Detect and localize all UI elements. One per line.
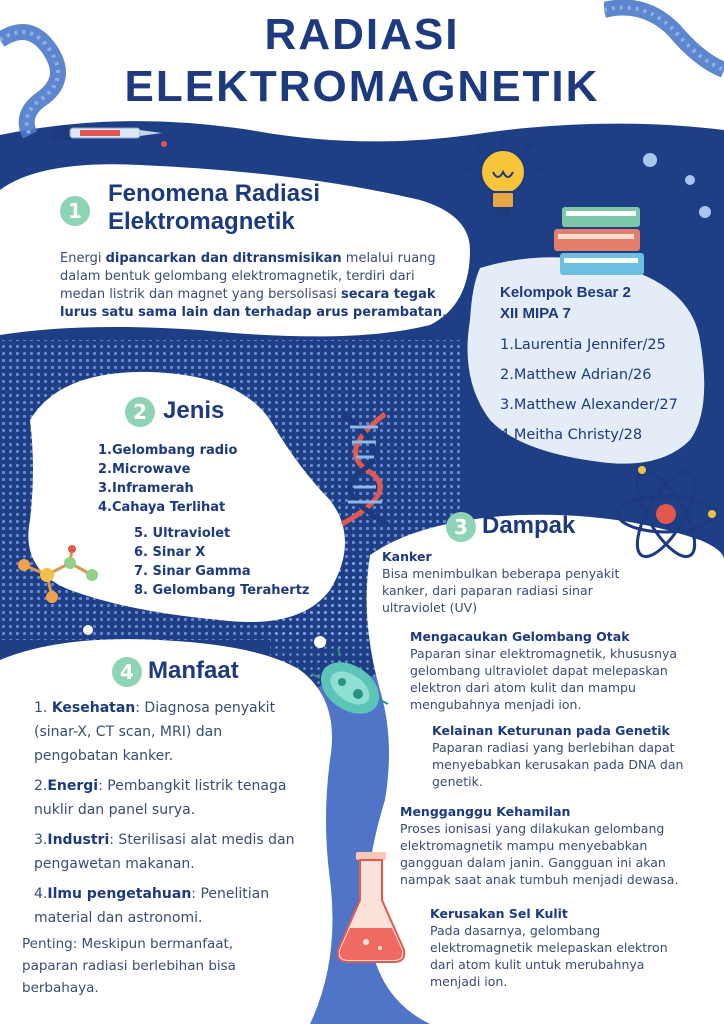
section1-text-1: Energi bbox=[60, 251, 106, 266]
section1-text-3: . bbox=[442, 305, 447, 320]
list-item: 3.Industri: Sterilisasi alat medis dan pengawetan makanan. bbox=[34, 832, 295, 872]
section2-header bbox=[125, 395, 325, 429]
list-item: 1.Gelombang radio bbox=[98, 443, 238, 458]
dna-icon bbox=[330, 412, 400, 527]
molecule-icon bbox=[12, 545, 102, 605]
dampak-item bbox=[430, 905, 690, 990]
group-title-line2: XII MIPA 7 bbox=[500, 305, 571, 322]
dampak-item-heading: Kanker bbox=[382, 549, 432, 564]
dampak-item bbox=[382, 548, 642, 616]
section3-header bbox=[446, 510, 626, 544]
bacteria-icon bbox=[310, 648, 390, 728]
group-title-line1: Kelompok Besar 2 bbox=[500, 284, 631, 301]
section1-bold-2: secara tegak lurus satu sama lain dan terhadap arus perambatan bbox=[60, 287, 443, 320]
group-member-list bbox=[500, 330, 678, 450]
dampak-item-heading: Mengacaukan Gelombang Otak bbox=[410, 629, 630, 644]
dampak-item-heading: Kerusakan Sel Kulit bbox=[430, 906, 568, 921]
section4-header bbox=[112, 655, 312, 689]
group-member: 2.Matthew Adrian/26 bbox=[500, 367, 652, 383]
list-item: 8. Gelombang Terahertz bbox=[134, 583, 310, 598]
page-title-line1: RADIASI bbox=[264, 10, 460, 59]
list-item: 3.Inframerah bbox=[98, 481, 194, 496]
section1-description bbox=[60, 250, 460, 322]
books-icon bbox=[552, 205, 652, 280]
group-member: 4.Meitha Christy/28 bbox=[500, 427, 643, 443]
group-panel bbox=[500, 282, 678, 450]
list-item: 1. Kesehatan: Diagnosa penyakit (sinar-X, CT scan, MRI) dan pengobatan kanker. bbox=[34, 700, 276, 764]
section2-list-a bbox=[98, 441, 237, 517]
dampak-item bbox=[432, 722, 712, 790]
group-member: 1.Laurentia Jennifer/25 bbox=[500, 337, 666, 353]
list-item: 2.Energi: Pembangkit listrik tenaga nuklir dan panel surya. bbox=[34, 778, 287, 818]
dampak-item-text: Bisa menimbulkan beberapa penyakit kanker, dari paparan radiasi sinar ultraviolet (UV) bbox=[382, 566, 620, 615]
section4-note: Penting: Meskipun bermanfaat, paparan radiasi berlebihan bisa berbahaya. bbox=[22, 936, 236, 996]
list-item: 6. Sinar X bbox=[134, 545, 206, 560]
list-item: 7. Sinar Gamma bbox=[134, 564, 251, 579]
light-bulb-icon bbox=[458, 130, 548, 230]
section3-title: Dampak bbox=[482, 512, 576, 539]
page-title-line2: ELEKTROMAGNETIK bbox=[124, 62, 600, 111]
section4-list bbox=[34, 696, 304, 930]
dampak-item-text: Paparan radiasi yang berlebihan dapat menyebabkan kerusakan pada DNA dan genetik. bbox=[432, 740, 684, 789]
section1-title-line2: Elektromagnetik bbox=[108, 208, 295, 235]
dampak-item-text: Paparan sinar elektromagnetik, khususnya gelombang ultraviolet dapat melepaskan elektron dari atom kulit dan mampu mengubahnya menjadi ion. bbox=[410, 646, 678, 712]
section1-bold-1: dipancarkan dan ditransmisikan bbox=[105, 251, 342, 266]
dampak-item-heading: Mengganggu Kehamilan bbox=[400, 804, 571, 819]
dampak-item bbox=[410, 628, 680, 713]
section4-title: Manfaat bbox=[148, 657, 239, 684]
section2-title: Jenis bbox=[163, 397, 225, 424]
section1-text-2: melalui ruang dalam bentuk gelombang elektromagnetik, terdiri dari medan listrik dan magnet yang bersolisasi bbox=[60, 251, 436, 302]
dropper-icon bbox=[50, 118, 170, 158]
list-item: 4.Cahaya Terlihat bbox=[98, 500, 226, 515]
list-item: 5. Ultraviolet bbox=[134, 526, 231, 541]
dampak-item bbox=[400, 803, 705, 888]
list-item: 4.Ilmu pengetahuan: Penelitian material dan astronomi. bbox=[34, 886, 270, 926]
section2-list-b bbox=[134, 524, 310, 600]
section2-number-badge: 2 bbox=[125, 397, 155, 427]
list-item: 2.Microwave bbox=[98, 462, 191, 477]
dampak-item-text: Pada dasarnya, gelombang elektromagnetik melepaskan elektron dari atom kulit untuk merubahnya menjadi ion. bbox=[430, 923, 668, 989]
section3-number-badge: 3 bbox=[446, 512, 476, 542]
section1-number-badge: 1 bbox=[60, 196, 90, 226]
dampak-item-heading: Kelainan Keturunan pada Genetik bbox=[432, 723, 670, 738]
group-member: 3.Matthew Alexander/27 bbox=[500, 397, 678, 413]
section4-number-badge: 4 bbox=[112, 657, 142, 687]
dampak-item-text: Proses ionisasi yang dilakukan gelombang elektromagnetik mampu menyebabkan gangguan dalam janin. Gangguan ini akan nampak saat anak tumbuh menjadi dewasa. bbox=[400, 821, 679, 887]
section1-title-line1: Fenomena Radiasi bbox=[108, 180, 321, 207]
